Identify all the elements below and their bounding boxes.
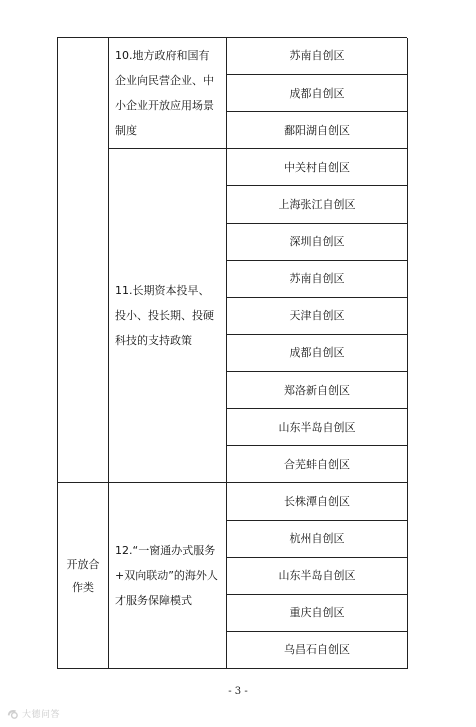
watermark-text: 大德问答 bbox=[22, 710, 61, 720]
zone-cell bbox=[227, 595, 408, 632]
zone-label: 山东半岛自创区 bbox=[278, 569, 356, 583]
zone-label: 苏南自创区 bbox=[289, 49, 345, 63]
policy-cell bbox=[109, 149, 227, 483]
zone-label: 中关村自创区 bbox=[284, 160, 350, 174]
zone-label: 杭州自创区 bbox=[289, 531, 345, 545]
watermark-logo-icon bbox=[6, 707, 19, 720]
zone-cell bbox=[227, 186, 408, 223]
zone-cell bbox=[227, 372, 408, 409]
policy-text: 10.地方政府和国有企业向民营企业、中小企业开放应用场景制度 bbox=[115, 49, 214, 138]
zone-cell bbox=[227, 483, 408, 520]
zone-cell bbox=[227, 335, 408, 372]
zone-label: 鄱阳湖自创区 bbox=[284, 123, 350, 137]
zone-cell bbox=[227, 224, 408, 261]
zone-label: 合芜蚌自创区 bbox=[284, 457, 350, 471]
zone-label: 乌昌石自创区 bbox=[284, 643, 350, 657]
zone-cell bbox=[227, 38, 408, 75]
zone-cell bbox=[227, 149, 408, 186]
policy-cell bbox=[109, 38, 227, 149]
zone-label: 成都自创区 bbox=[289, 86, 345, 100]
zone-label: 成都自创区 bbox=[289, 346, 345, 360]
policy-table bbox=[57, 37, 407, 669]
zone-cell bbox=[227, 112, 408, 149]
category-cell bbox=[58, 38, 109, 483]
category-label: 开放合作类 bbox=[66, 557, 100, 594]
zone-cell bbox=[227, 446, 408, 483]
zone-cell bbox=[227, 409, 408, 446]
policy-text: 11.长期资本投早、投小、投长期、投硬科技的支持政策 bbox=[115, 284, 214, 348]
zone-label: 山东半岛自创区 bbox=[278, 420, 356, 434]
zone-label: 重庆自创区 bbox=[289, 606, 345, 620]
zone-cell bbox=[227, 75, 408, 112]
zone-cell bbox=[227, 632, 408, 669]
watermark bbox=[6, 707, 60, 720]
category-cell bbox=[58, 483, 109, 669]
page-number: - 3 - bbox=[228, 686, 248, 697]
zone-label: 苏南自创区 bbox=[289, 272, 345, 286]
zone-cell bbox=[227, 261, 408, 298]
zone-cell bbox=[227, 298, 408, 335]
zone-label: 天津自创区 bbox=[289, 309, 345, 323]
zone-cell bbox=[227, 521, 408, 558]
zone-cell bbox=[227, 558, 408, 595]
zone-label: 长株潭自创区 bbox=[284, 494, 350, 508]
policy-cell bbox=[109, 483, 227, 669]
policy-text: 12.“一窗通办式服务+双向联动”的海外人才服务保障模式 bbox=[115, 544, 218, 608]
zone-label: 深圳自创区 bbox=[289, 235, 345, 249]
zone-label: 郑洛新自创区 bbox=[284, 383, 350, 397]
zone-label: 上海张江自创区 bbox=[278, 197, 356, 211]
